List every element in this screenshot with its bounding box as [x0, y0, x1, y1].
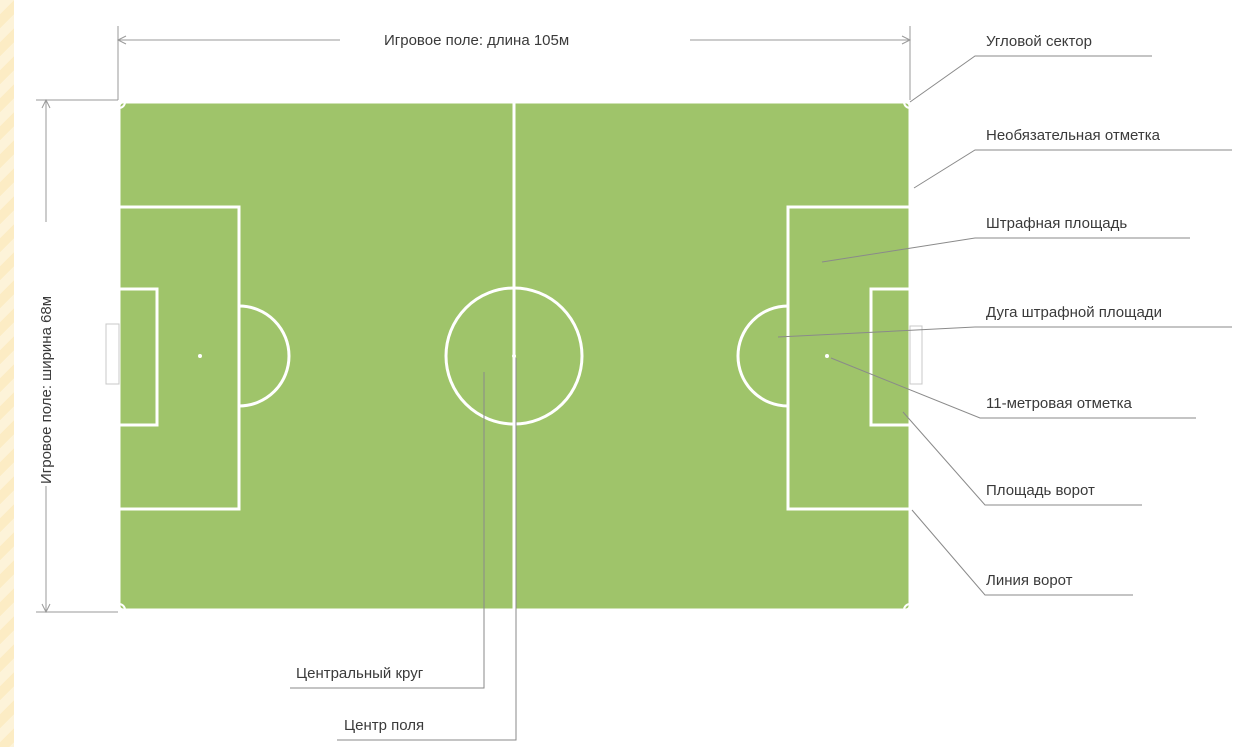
label-goal-line: Линия ворот	[986, 572, 1073, 589]
label-center-spot: Центр поля	[344, 717, 425, 734]
label-goal-area: Площадь ворот	[986, 482, 1095, 499]
right-penalty-spot	[825, 354, 829, 358]
left-goal	[106, 324, 119, 384]
label-corner-arc: Угловой сектор	[986, 33, 1092, 50]
leader-corner-arc	[910, 56, 1152, 102]
label-penalty-arc: Дуга штрафной площади	[986, 304, 1162, 321]
pitch	[106, 102, 922, 610]
width-label: Игровое поле: ширина 68м	[38, 295, 55, 484]
right-goal	[910, 326, 922, 384]
label-penalty-spot: 11-метровая отметка	[986, 395, 1132, 412]
label-center-circle: Центральный круг	[296, 665, 424, 682]
left-penalty-spot	[198, 354, 202, 358]
leader-optional-mark	[914, 150, 1232, 188]
length-label: Игровое поле: длина 105м	[384, 32, 570, 49]
label-optional-mark: Необязательная отметка	[986, 127, 1160, 144]
label-penalty-area: Штрафная площадь	[986, 215, 1128, 232]
center-spot	[512, 354, 516, 358]
